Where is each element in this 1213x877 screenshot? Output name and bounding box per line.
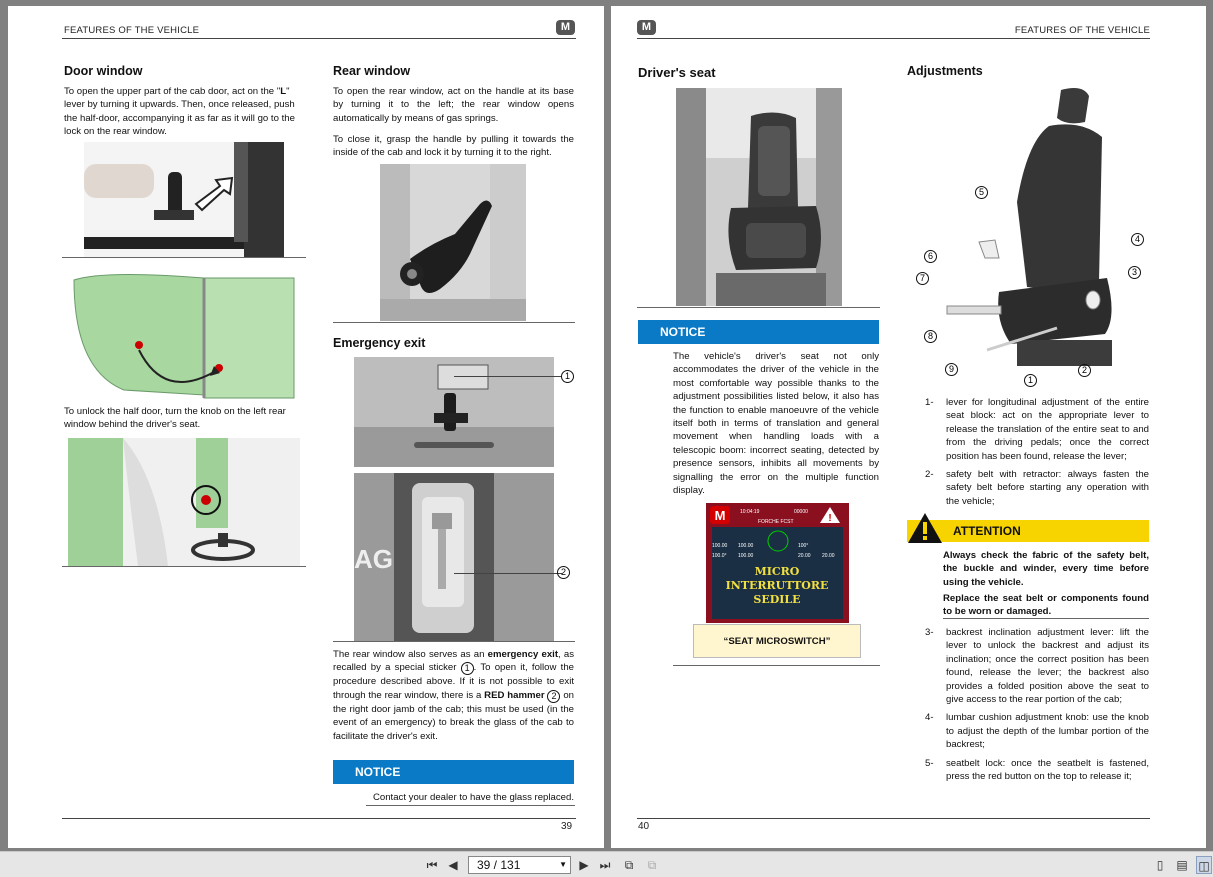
half-door-diagram [64, 270, 296, 405]
drivers-seat-photo [676, 88, 842, 306]
list-item [925, 711, 1149, 751]
seat-microswitch-display [706, 503, 849, 623]
diagram-callout: 7 [916, 272, 929, 285]
separator [62, 566, 306, 567]
display-time: 10:04:19 [740, 509, 760, 515]
rear-window-open-text: To open the rear window, act on the handle at its base by turning it to the left; the rear window opens automatically by means of gas springs. [333, 86, 574, 124]
text-run: . To open it, follow the procedure described above. If it is not possible to exit through the rear window, there is a [333, 662, 574, 701]
warning-triangle-icon [907, 512, 943, 544]
paste-icon[interactable]: ⧉ [647, 858, 657, 872]
list-item-number: 4- [925, 712, 934, 724]
separator [62, 257, 306, 258]
section-title-door-window: Door window [64, 64, 143, 78]
display-value: 20.00 [822, 553, 835, 559]
callout-marker: 1 [561, 370, 574, 383]
attention-text-1: Always check the fabric of the safety belt, the buckle and winder, every time before using the vehicle. [943, 550, 1149, 588]
list-item [925, 626, 1149, 706]
next-page-icon[interactable]: ▶ [579, 858, 589, 872]
emergency-sticker-photo [354, 357, 554, 467]
text-run: The rear window also serves as an [333, 649, 488, 660]
seat-adjustments-diagram [917, 82, 1151, 394]
text-run-bold: emergency exit [487, 649, 559, 660]
display-mode: FORCHE FCST [758, 519, 794, 525]
diagram-callout: 6 [924, 250, 937, 263]
header-rule [62, 38, 576, 39]
emergency-exit-text [333, 648, 574, 743]
text-run-bold: L [280, 86, 287, 97]
attention-text-2: Replace the seat belt or components found to be worn or damaged. [943, 593, 1149, 618]
diagram-callout: 8 [924, 330, 937, 343]
display-warning-line3: SEDILE [753, 593, 801, 606]
text-run-bold: RED hammer [484, 689, 545, 701]
list-item-text: lever for longitudinal adjustment of the entire seat block: act on the appropriate lever to release the translation of the entire seat to and from the driving pedals; once the correct position has been found, release the lever; [946, 397, 1149, 462]
callout-line [454, 573, 562, 574]
display-logo: M [714, 508, 726, 523]
two-page-view-icon[interactable]: ◫ [1196, 856, 1212, 874]
list-item [925, 757, 1149, 784]
text-run: , as recalled by a special sticker [333, 649, 575, 674]
diagram-callout: 9 [945, 363, 958, 376]
first-page-icon[interactable]: ⏮ [426, 858, 438, 872]
display-caption: “SEAT MICROSWITCH” [693, 624, 861, 658]
separator [333, 322, 575, 323]
copy-icon[interactable]: ⧉ [624, 858, 634, 872]
section-title-rear-window: Rear window [333, 64, 411, 78]
footer-rule [62, 818, 576, 819]
brand-logo: M [637, 20, 656, 35]
callout-marker: 2 [557, 566, 570, 579]
adjustments-list-a [925, 396, 1149, 513]
separator [366, 805, 575, 806]
display-value: 100.00 [738, 543, 754, 549]
diagram-callout: 3 [1128, 266, 1141, 279]
last-page-icon[interactable]: ⏭ [599, 858, 611, 872]
red-hammer-photo [354, 473, 554, 641]
door-window-text [64, 85, 305, 139]
text-run: To open the upper part of the cab door, act on the " [64, 86, 281, 97]
page-number: 40 [638, 821, 650, 832]
display-value: 20.00 [798, 553, 811, 559]
svg-text:AG: AG [354, 544, 393, 574]
page-number-input[interactable] [468, 856, 571, 874]
separator [673, 665, 880, 666]
rear-window-handle-photo [380, 164, 526, 321]
single-page-view-icon[interactable]: ▯ [1156, 858, 1164, 872]
display-warning-line2: INTERRUTTORE [725, 579, 829, 592]
continuous-view-icon[interactable]: ▤ [1176, 858, 1188, 872]
diagram-callout: 1 [1024, 374, 1037, 387]
text-run: on the right door jamb of the cab; this must be used (in the event of an emergency) to break the glass of the cab to facilitate the driver's exit. [333, 689, 574, 742]
list-item-number: 3- [925, 627, 934, 638]
separator [637, 307, 880, 308]
list-item-number: 5- [925, 757, 934, 769]
display-value: 100.0° [712, 553, 727, 559]
half-door-text: To unlock the half door, turn the knob on the left rear window behind the driver's seat. [64, 406, 286, 431]
section-title-emergency-exit: Emergency exit [333, 336, 426, 350]
callout-marker: 1 [461, 662, 474, 675]
page-header: FEATURES OF THE VEHICLE [1014, 25, 1150, 36]
page-header: FEATURES OF THE VEHICLE [64, 25, 200, 36]
section-title-adjustments: Adjustments [907, 64, 983, 78]
display-warning-line1: MICRO [754, 565, 800, 578]
knob-photo [68, 438, 300, 566]
pdf-page-40 [611, 6, 1206, 848]
rear-window-close-text: To close it, grasp the handle by pulling it towards the inside of the cab and lock it by turning it to the right. [333, 134, 574, 159]
list-item-number: 1- [925, 397, 934, 408]
section-title-drivers-seat: Driver's seat [638, 65, 716, 80]
display-value: 100° [798, 543, 809, 549]
list-item-text: seatbelt lock: once the seatbelt is fastened, press the red button on the top to release it; [946, 757, 1149, 783]
svg-text:!: ! [828, 513, 832, 524]
footer-rule [637, 818, 1150, 819]
list-item [925, 396, 1149, 463]
chevron-down-icon[interactable]: ▼ [559, 860, 567, 869]
seat-notice-text: The vehicle's driver's seat not only accommodates the driver of the vehicle in the most comfortable way possible thanks to the adjustment possibilities listed below, it also has the function to enable manoeuvre of the vehicle itself both in terms of translation and general movement when handling loads with a telescopic boom: incorrect seating, detected by presence sensors, inhibits all movements by signalling the error on the multiple function display. [673, 351, 879, 497]
list-item-text: backrest inclination adjustment lever: lift the lever to unlock the backrest and adjust its inclination; once the correct position has been found, release the lever; the backrest also provides a folded position above the seat to give access to the rear portion of the cab; [946, 627, 1149, 706]
list-item-text: safety belt with retractor: always fasten the safety belt before starting any operation with the vehicle; [946, 469, 1149, 507]
header-rule [637, 38, 1150, 39]
list-item [925, 468, 1149, 508]
viewer-toolbar [0, 851, 1213, 877]
diagram-callout: 4 [1131, 233, 1144, 246]
brand-logo: M [556, 20, 575, 35]
display-value: 100.00 [712, 543, 728, 549]
callout-line [454, 376, 562, 377]
display-value: 100.00 [738, 553, 754, 559]
separator [333, 641, 575, 642]
notice-banner: NOTICE [333, 760, 574, 784]
attention-banner: ATTENTION [907, 520, 1149, 542]
page-number: 39 [561, 821, 573, 832]
separator [943, 618, 1149, 619]
text-run: " lever by turning it upwards. Then, once released, push the half-door, accompanying it as far as it will go to the lock on the rear window. [64, 86, 295, 138]
callout-marker: 2 [547, 690, 560, 703]
list-item-text: lumbar cushion adjustment knob: use the knob to adjust the depth of the lumbar portion of the backrest; [946, 712, 1149, 751]
notice-banner: NOTICE [638, 320, 879, 344]
display-counter: 00000 [794, 509, 808, 515]
door-lever-photo [84, 142, 284, 257]
diagram-callout: 2 [1078, 364, 1091, 377]
previous-page-icon[interactable]: ◀ [448, 858, 458, 872]
list-item-number: 2- [925, 469, 934, 481]
page-indicator: 39 / 131 [477, 858, 521, 872]
notice-text: Contact your dealer to have the glass replaced. [372, 792, 574, 803]
adjustments-list-b [925, 626, 1149, 788]
diagram-callout: 5 [975, 186, 988, 199]
pdf-page-39 [8, 6, 604, 848]
